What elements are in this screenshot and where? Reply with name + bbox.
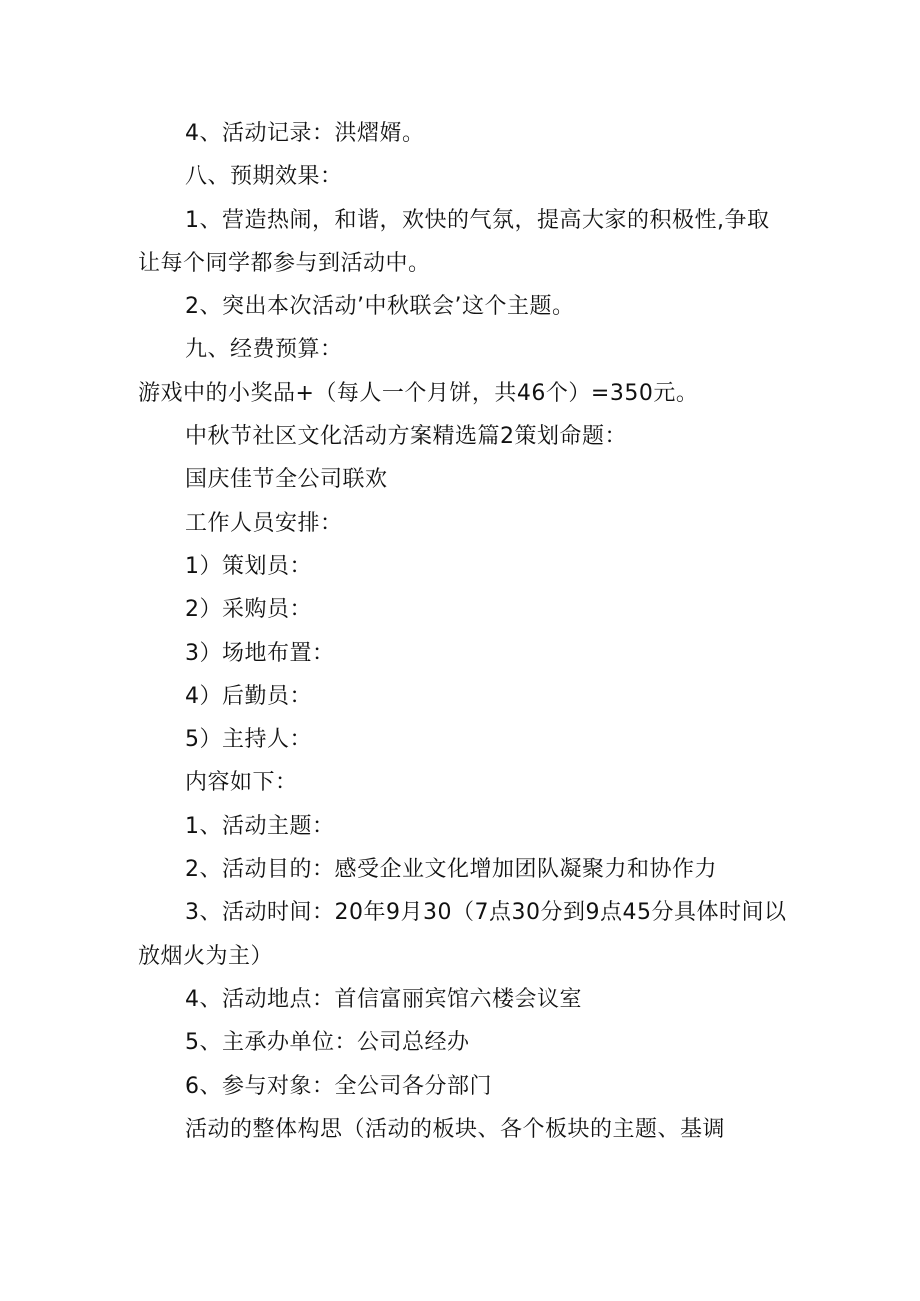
text-line: 游戏中的小奖品+（每人一个月饼，共46个）=350元。 bbox=[138, 380, 699, 406]
list-item: 3）场地布置： bbox=[185, 640, 335, 666]
text-line: 放烟火为主） bbox=[138, 943, 274, 969]
list-item: 4、活动地点：首信富丽宾馆六楼会议室 bbox=[185, 986, 582, 1012]
list-item: 5）主持人： bbox=[185, 727, 312, 753]
list-item: 4）后勤员： bbox=[185, 683, 312, 709]
list-item: 3、活动时间：20年9月30（7点30分到9点45分具体时间以 bbox=[185, 900, 787, 926]
document-body bbox=[138, 112, 798, 1151]
list-item: 2、活动目的：感受企业文化增加团队凝聚力和协作力 bbox=[185, 857, 717, 883]
text-line: 活动的整体构思（活动的板块、各个板块的主题、基调 bbox=[185, 1116, 726, 1142]
text-line: 中秋节社区文化活动方案精选篇2策划命题： bbox=[185, 424, 627, 450]
list-item: 6、参与对象：全公司各分部门 bbox=[185, 1073, 492, 1099]
section-heading: 八、预期效果： bbox=[185, 164, 343, 190]
list-item: 2）采购员： bbox=[185, 597, 312, 623]
text-line: 4、活动记录：洪熠婿。 bbox=[185, 121, 425, 146]
text-line: 2、突出本次活动’中秋联会’这个主题。 bbox=[185, 294, 575, 320]
text-line: 1、营造热闹，和谐，欢快的气氛，提高大家的积极性,争取 bbox=[185, 207, 770, 233]
section-heading: 九、经费预算： bbox=[185, 337, 343, 363]
list-item: 5、主承办单位：公司总经办 bbox=[185, 1030, 470, 1056]
list-item: 1）策划员： bbox=[185, 553, 312, 579]
list-item: 1、活动主题： bbox=[185, 813, 335, 839]
text-line: 内容如下： bbox=[185, 770, 298, 796]
text-line: 工作人员安排： bbox=[185, 510, 343, 536]
text-line: 国庆佳节全公司联欢 bbox=[185, 467, 388, 493]
text-line: 让每个同学都参与到活动中。 bbox=[138, 250, 431, 276]
